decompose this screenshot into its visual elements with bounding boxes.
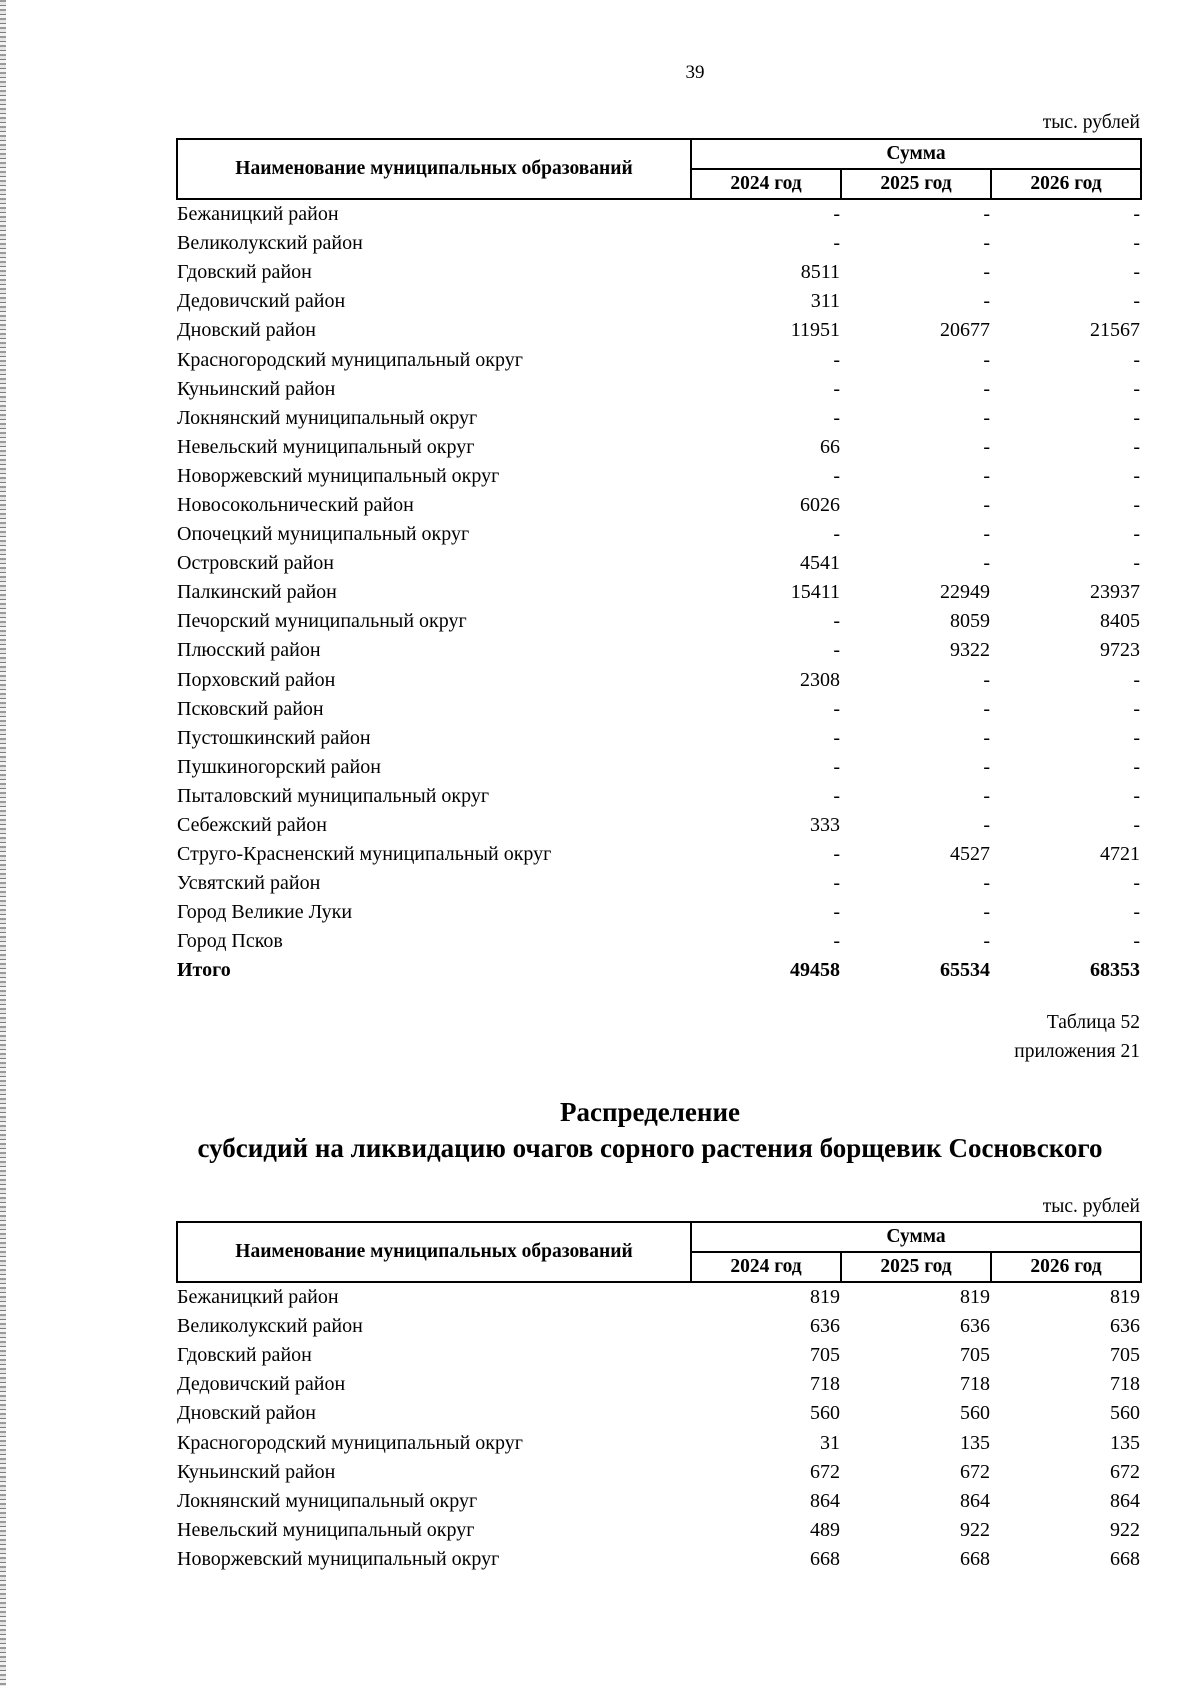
municipality-name: Дедовичский район xyxy=(177,290,346,313)
table1 xyxy=(176,138,1142,986)
page-number: 39 xyxy=(685,62,705,83)
municipality-name: Печорский муниципальный округ xyxy=(177,610,467,633)
municipality-name: Плюсский район xyxy=(177,639,321,662)
amount-cell: - xyxy=(1133,814,1140,837)
amount-cell: 864 xyxy=(1110,1489,1140,1512)
amount-cell: 668 xyxy=(810,1547,840,1570)
table-row xyxy=(177,724,1141,753)
amount-cell: 705 xyxy=(1110,1344,1140,1367)
amount-cell: - xyxy=(1133,523,1140,546)
table-row xyxy=(177,666,1141,695)
table1-unit: тыс. рублей xyxy=(1042,112,1140,133)
title-line-1: Распределение xyxy=(559,1097,741,1127)
municipality-name: Пушкиногорский район xyxy=(177,755,381,778)
municipality-name: Гдовский район xyxy=(177,1344,312,1367)
municipality-name: Невельский муниципальный округ xyxy=(177,435,475,458)
table-row xyxy=(177,1370,1141,1399)
municipality-name: Новосокольнический район xyxy=(177,493,414,516)
amount-cell: - xyxy=(1133,901,1140,924)
amount-cell: 135 xyxy=(1110,1431,1140,1454)
amount-cell: 20677 xyxy=(940,319,990,342)
municipality-name: Дновский район xyxy=(177,319,316,342)
amount-cell: 705 xyxy=(960,1344,990,1367)
municipality-name: Себежский район xyxy=(177,814,327,837)
table-row xyxy=(177,578,1141,607)
table-row xyxy=(177,375,1141,404)
municipality-name: Невельский муниципальный округ xyxy=(177,1518,475,1541)
title-line-2: субсидий на ликвидацию очагов сорного растения борщевик Сосновского xyxy=(197,1133,1103,1163)
table1-header-sum: Сумма xyxy=(691,139,1141,169)
amount-cell: 23937 xyxy=(1090,581,1140,604)
amount-cell: - xyxy=(983,493,990,516)
table-row xyxy=(177,549,1141,578)
table2-header-year: 2025 год xyxy=(841,1252,991,1282)
amount-cell: - xyxy=(833,232,840,255)
amount-cell: - xyxy=(833,377,840,400)
table-number: Таблица 52 xyxy=(1046,1012,1140,1033)
amount-cell: - xyxy=(983,232,990,255)
table-row xyxy=(177,316,1141,345)
amount-cell: 560 xyxy=(810,1402,840,1425)
municipality-name: Город Псков xyxy=(177,930,283,953)
amount-cell: - xyxy=(983,435,990,458)
table-row xyxy=(177,1312,1141,1341)
amount-cell: 672 xyxy=(1110,1460,1140,1483)
total-label: Итого xyxy=(177,959,231,982)
amount-cell: - xyxy=(1133,930,1140,953)
amount-cell: - xyxy=(833,784,840,807)
scan-edge xyxy=(0,0,6,1686)
table-row xyxy=(177,287,1141,316)
amount-cell: - xyxy=(1133,261,1140,284)
amount-cell: - xyxy=(833,203,840,226)
amount-cell: - xyxy=(983,203,990,226)
amount-cell: 819 xyxy=(810,1286,840,1309)
amount-cell: 668 xyxy=(1110,1547,1140,1570)
municipality-name: Локнянский муниципальный округ xyxy=(177,406,478,429)
table-row xyxy=(177,404,1141,433)
amount-cell: 636 xyxy=(810,1315,840,1338)
municipality-name: Новоржевский муниципальный округ xyxy=(177,464,500,487)
table1-header-year: 2025 год xyxy=(841,169,991,199)
amount-cell: - xyxy=(1133,726,1140,749)
amount-cell: 922 xyxy=(960,1518,990,1541)
amount-cell: - xyxy=(833,872,840,895)
amount-cell: - xyxy=(833,843,840,866)
table-row xyxy=(177,462,1141,491)
amount-cell: 718 xyxy=(810,1373,840,1396)
table2-header-sum: Сумма xyxy=(691,1222,1141,1252)
amount-cell: - xyxy=(983,697,990,720)
amount-cell: 672 xyxy=(960,1460,990,1483)
table-row xyxy=(177,1458,1141,1487)
table1-header-year: 2024 год xyxy=(691,169,841,199)
amount-cell: - xyxy=(983,377,990,400)
municipality-name: Великолукский район xyxy=(177,1315,363,1338)
table2-body xyxy=(177,1282,1141,1574)
amount-cell: 560 xyxy=(1110,1402,1140,1425)
amount-cell: - xyxy=(833,930,840,953)
table-row xyxy=(177,1399,1141,1428)
amount-cell: 4541 xyxy=(800,552,840,575)
table-row xyxy=(177,491,1141,520)
amount-cell: - xyxy=(1133,872,1140,895)
table1-header-name: Наименование муниципальных образований xyxy=(177,139,691,199)
municipality-name: Гдовский район xyxy=(177,261,312,284)
municipality-name: Пустошкинский район xyxy=(177,726,371,749)
municipality-name: Дедовичский район xyxy=(177,1373,346,1396)
table-row xyxy=(177,1545,1141,1574)
table2-header-name: Наименование муниципальных образований xyxy=(177,1222,691,1282)
amount-cell: 21567 xyxy=(1090,319,1140,342)
table-row xyxy=(177,811,1141,840)
municipality-name: Куньинский район xyxy=(177,1460,336,1483)
table-row xyxy=(177,869,1141,898)
amount-cell: 489 xyxy=(810,1518,840,1541)
amount-cell: 922 xyxy=(1110,1518,1140,1541)
amount-cell: - xyxy=(983,668,990,691)
amount-cell: - xyxy=(1133,435,1140,458)
amount-cell: 636 xyxy=(960,1315,990,1338)
municipality-name: Пыталовский муниципальный округ xyxy=(177,784,490,807)
municipality-name: Новоржевский муниципальный округ xyxy=(177,1547,500,1570)
amount-cell: - xyxy=(1133,464,1140,487)
amount-cell: - xyxy=(983,523,990,546)
amount-cell: 333 xyxy=(810,814,840,837)
total-amount: 65534 xyxy=(940,959,990,982)
amount-cell: 8059 xyxy=(950,610,990,633)
table-row xyxy=(177,782,1141,811)
municipality-name: Бежаницкий район xyxy=(177,203,339,226)
amount-cell: 4527 xyxy=(950,843,990,866)
amount-cell: - xyxy=(833,697,840,720)
amount-cell: 8405 xyxy=(1100,610,1140,633)
amount-cell: - xyxy=(833,523,840,546)
amount-cell: - xyxy=(1133,406,1140,429)
amount-cell: - xyxy=(983,784,990,807)
amount-cell: - xyxy=(1133,232,1140,255)
amount-cell: 864 xyxy=(960,1489,990,1512)
municipality-name: Город Великие Луки xyxy=(177,901,353,924)
amount-cell: 15411 xyxy=(790,581,840,604)
amount-cell: 8511 xyxy=(800,261,840,284)
amount-cell: - xyxy=(983,872,990,895)
table-row xyxy=(177,1428,1141,1457)
amount-cell: 66 xyxy=(820,435,840,458)
amount-cell: 668 xyxy=(960,1547,990,1570)
total-row xyxy=(177,956,1141,985)
amount-cell: - xyxy=(1133,348,1140,371)
amount-cell: 311 xyxy=(810,290,840,313)
municipality-name: Усвятский район xyxy=(177,872,321,895)
municipality-name: Островский район xyxy=(177,552,334,575)
amount-cell: 2308 xyxy=(800,668,840,691)
table-row xyxy=(177,199,1141,229)
total-amount: 68353 xyxy=(1090,959,1140,982)
table2-unit: тыс. рублей xyxy=(1042,1196,1140,1217)
table-caption xyxy=(1014,1008,1140,1066)
amount-cell: 9322 xyxy=(950,639,990,662)
amount-cell: 11951 xyxy=(790,319,840,342)
section-title xyxy=(150,1094,1150,1166)
amount-cell: - xyxy=(833,610,840,633)
amount-cell: 819 xyxy=(1110,1286,1140,1309)
amount-cell: - xyxy=(1133,755,1140,778)
amount-cell: - xyxy=(983,464,990,487)
municipality-name: Великолукский район xyxy=(177,232,363,255)
amount-cell: - xyxy=(833,406,840,429)
amount-cell: - xyxy=(983,755,990,778)
amount-cell: - xyxy=(833,348,840,371)
municipality-name: Дновский район xyxy=(177,1402,316,1425)
municipality-name: Порховский район xyxy=(177,668,336,691)
table-row xyxy=(177,258,1141,287)
amount-cell: 22949 xyxy=(940,581,990,604)
amount-cell: - xyxy=(1133,203,1140,226)
amount-cell: - xyxy=(1133,784,1140,807)
table-row xyxy=(177,1487,1141,1516)
amount-cell: 819 xyxy=(960,1286,990,1309)
municipality-name: Локнянский муниципальный округ xyxy=(177,1489,478,1512)
municipality-name: Палкинский район xyxy=(177,581,337,604)
amount-cell: - xyxy=(833,726,840,749)
municipality-name: Псковский район xyxy=(177,697,324,720)
municipality-name: Опочецкий муниципальный округ xyxy=(177,523,470,546)
total-amount: 49458 xyxy=(790,959,840,982)
amount-cell: - xyxy=(1133,668,1140,691)
amount-cell: - xyxy=(983,348,990,371)
amount-cell: - xyxy=(833,639,840,662)
amount-cell: 864 xyxy=(810,1489,840,1512)
amount-cell: - xyxy=(1133,290,1140,313)
amount-cell: - xyxy=(833,901,840,924)
amount-cell: - xyxy=(833,755,840,778)
municipality-name: Струго-Красненский муниципальный округ xyxy=(177,843,552,866)
municipality-name: Красногородский муниципальный округ xyxy=(177,1431,523,1454)
municipality-name: Красногородский муниципальный округ xyxy=(177,348,523,371)
amount-cell: 31 xyxy=(820,1431,840,1454)
amount-cell: 718 xyxy=(1110,1373,1140,1396)
amount-cell: - xyxy=(983,552,990,575)
table1-body xyxy=(177,199,1141,986)
amount-cell: - xyxy=(983,901,990,924)
amount-cell: - xyxy=(1133,552,1140,575)
table-row xyxy=(177,345,1141,374)
table-row xyxy=(177,753,1141,782)
table-row xyxy=(177,695,1141,724)
table-row xyxy=(177,607,1141,636)
table-row xyxy=(177,927,1141,956)
municipality-name: Куньинский район xyxy=(177,377,336,400)
table-row xyxy=(177,1341,1141,1370)
amount-cell: - xyxy=(983,290,990,313)
amount-cell: - xyxy=(1133,493,1140,516)
amount-cell: 672 xyxy=(810,1460,840,1483)
table2 xyxy=(176,1221,1142,1574)
table-row xyxy=(177,636,1141,665)
amount-cell: 135 xyxy=(960,1431,990,1454)
amount-cell: - xyxy=(833,464,840,487)
appendix-label: приложения 21 xyxy=(1014,1041,1140,1062)
amount-cell: 4721 xyxy=(1100,843,1140,866)
amount-cell: - xyxy=(983,261,990,284)
table-row xyxy=(177,840,1141,869)
amount-cell: - xyxy=(983,814,990,837)
amount-cell: - xyxy=(1133,377,1140,400)
table-row xyxy=(177,1282,1141,1312)
table-row xyxy=(177,229,1141,258)
amount-cell: 6026 xyxy=(800,493,840,516)
amount-cell: - xyxy=(983,930,990,953)
amount-cell: 705 xyxy=(810,1344,840,1367)
table-row xyxy=(177,433,1141,462)
amount-cell: - xyxy=(983,726,990,749)
amount-cell: 9723 xyxy=(1100,639,1140,662)
table-row xyxy=(177,1516,1141,1545)
table2-header-year: 2024 год xyxy=(691,1252,841,1282)
municipality-name: Бежаницкий район xyxy=(177,1286,339,1309)
table-row xyxy=(177,520,1141,549)
table-row xyxy=(177,898,1141,927)
table2-header-year: 2026 год xyxy=(991,1252,1141,1282)
amount-cell: 560 xyxy=(960,1402,990,1425)
amount-cell: - xyxy=(1133,697,1140,720)
amount-cell: - xyxy=(983,406,990,429)
amount-cell: 718 xyxy=(960,1373,990,1396)
amount-cell: 636 xyxy=(1110,1315,1140,1338)
table1-header-year: 2026 год xyxy=(991,169,1141,199)
